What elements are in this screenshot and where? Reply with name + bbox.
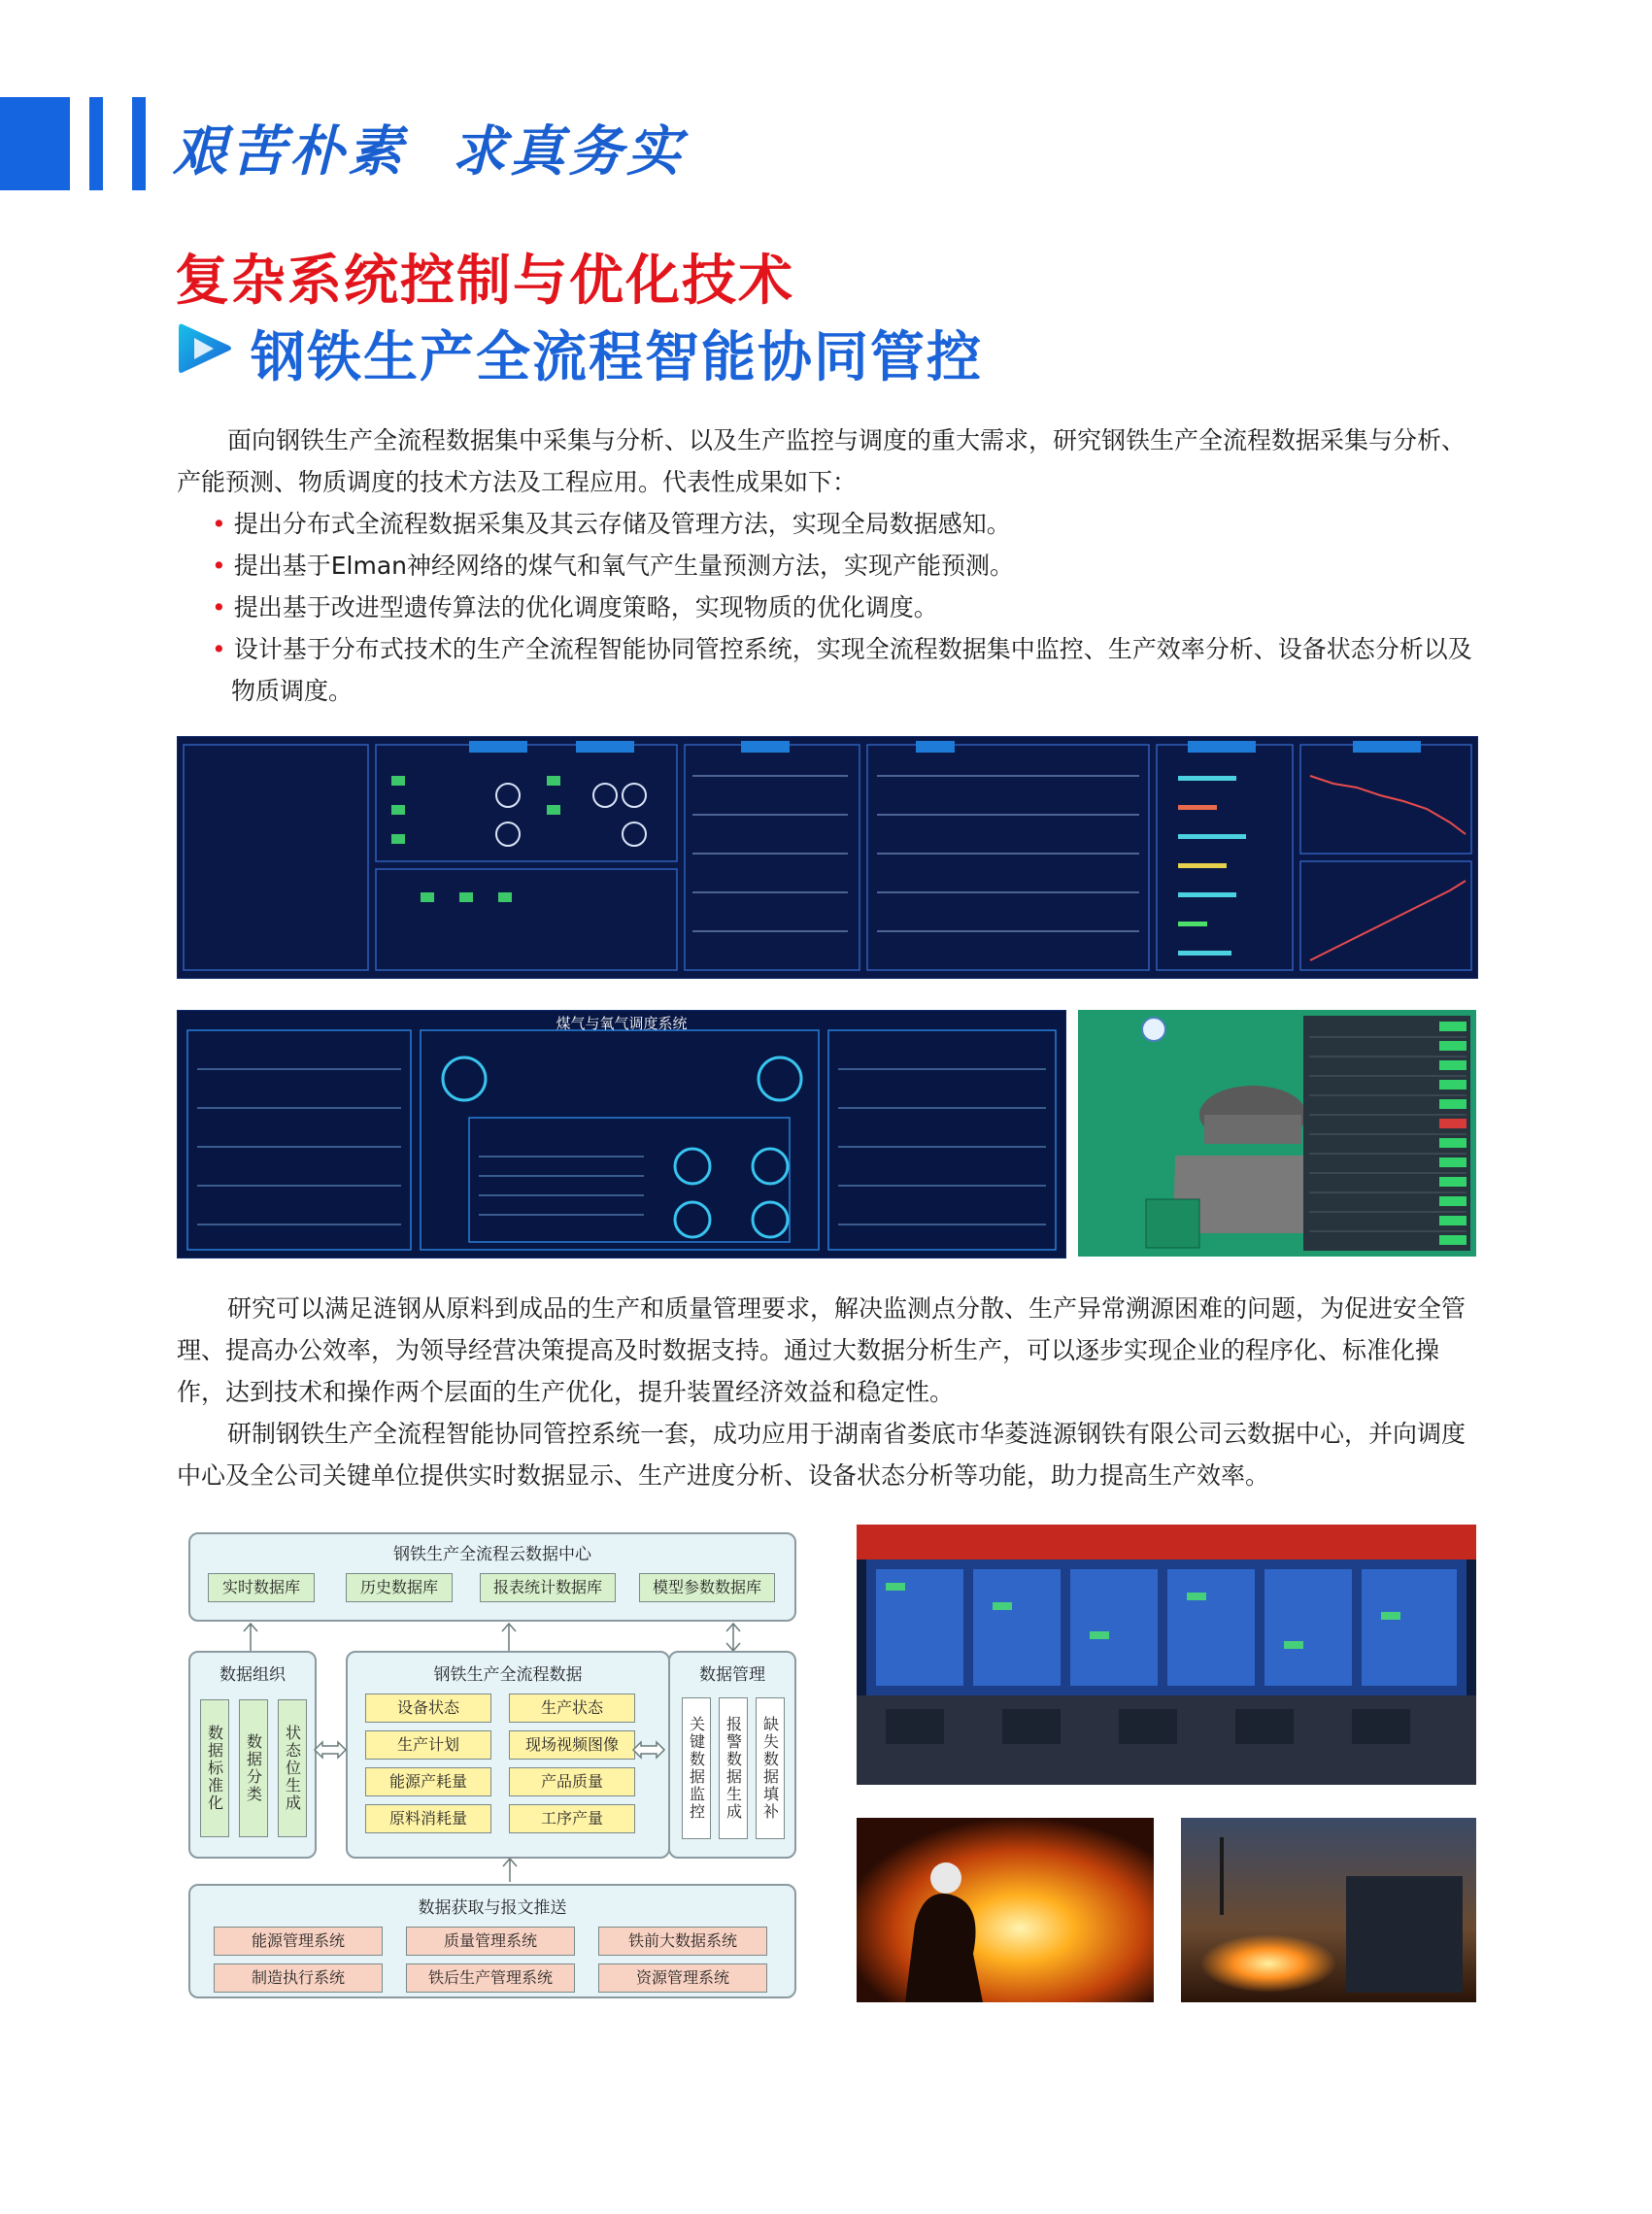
data-organization-title: 数据组织 bbox=[219, 1665, 286, 1685]
source-system-item: 资源管理系统 bbox=[598, 1963, 767, 1993]
control-room-photo bbox=[857, 1525, 1476, 1785]
section-subtitle: 钢铁生产全流程智能协同管控 bbox=[251, 326, 983, 389]
source-system-item: 铁后生产管理系统 bbox=[406, 1963, 575, 1993]
data-management-title: 数据管理 bbox=[699, 1665, 765, 1685]
up-arrow-icon bbox=[495, 1855, 524, 1884]
core-item: 生产计划 bbox=[365, 1730, 491, 1760]
data-management-box bbox=[668, 1651, 796, 1859]
dispatch-graphic bbox=[178, 1011, 1065, 1258]
achievement-list bbox=[177, 503, 1476, 712]
header-accent-bar bbox=[132, 97, 146, 190]
double-arrow-icon bbox=[311, 1738, 350, 1761]
furnace-status-screenshot bbox=[1078, 1010, 1476, 1257]
org-item: 状态位生成 bbox=[278, 1699, 307, 1837]
source-system-item: 质量管理系统 bbox=[406, 1927, 575, 1956]
furnace-workshop-graphic bbox=[1181, 1818, 1476, 2002]
list-item: • 提出基于改进型遗传算法的优化调度策略，实现物质的优化调度。 bbox=[212, 593, 938, 621]
list-item: • 提出分布式全流程数据采集及其云存储及管理方法，实现全局数据感知。 bbox=[212, 510, 1011, 538]
steel-worker-photo bbox=[857, 1818, 1154, 2002]
core-item: 产品质量 bbox=[509, 1767, 635, 1796]
list-item: • 设计基于分布式技术的生产全流程智能协同管控系统，实现全流程数据集中监控、生产效率分析、设备状态分析以及物质调度。 bbox=[212, 635, 1472, 705]
steel-worker-graphic bbox=[857, 1818, 1154, 2002]
dashboard-graphic bbox=[178, 737, 1477, 978]
database-item: 模型参数数据库 bbox=[639, 1573, 775, 1602]
body-paragraphs: 研究可以满足涟钢从原料到成品的生产和质量管理要求，解决监测点分散、生产异常溯源困难的问题，为促进安全管理、提高办公效率，为领导经营决策提高及时数据支持。通过大数据分析生产，可以逐步实现企业的程序化、标准化操作，达到技术和操作两个层面的生产优化，提升装置经济效益和稳定性。 研制钢铁生产全流程智能协同管控系统一套，成功应用于湖南省娄底市华菱涟源钢铁有限公司云数据中心，并向调度中心及全公司关键单位提供实时数据显示、生产进度分析、设备状态分析等功能，助力提高生产效率。 bbox=[177, 1294, 1467, 1490]
gas-oxygen-dispatch-screenshot bbox=[177, 1010, 1066, 1258]
data-acquisition-title: 数据获取与报文推送 bbox=[418, 1898, 567, 1918]
cloud-datacenter-box bbox=[188, 1532, 796, 1622]
header-accent-bar bbox=[89, 97, 103, 190]
database-item: 报表统计数据库 bbox=[480, 1573, 616, 1602]
mgmt-item: 缺失数据填补 bbox=[756, 1697, 785, 1839]
cloud-datacenter-title: 钢铁生产全流程云数据中心 bbox=[393, 1545, 591, 1564]
mgmt-item: 报警数据生成 bbox=[719, 1697, 748, 1839]
source-system-item: 铁前大数据系统 bbox=[598, 1927, 767, 1956]
core-data-box bbox=[346, 1651, 670, 1859]
source-system-item: 能源管理系统 bbox=[214, 1927, 383, 1956]
database-item: 历史数据库 bbox=[346, 1573, 453, 1602]
core-item: 原料消耗量 bbox=[365, 1804, 491, 1833]
core-item: 设备状态 bbox=[365, 1694, 491, 1723]
org-item: 数据标准化 bbox=[200, 1699, 229, 1837]
play-icon bbox=[175, 319, 235, 379]
double-arrow-icon bbox=[629, 1738, 668, 1761]
core-item: 工序产量 bbox=[509, 1804, 635, 1833]
list-item: • 提出基于Elman神经网络的煤气和氧气产生量预测方法，实现产能预测。 bbox=[212, 552, 1015, 580]
header-motto: 艰苦朴素 求真务实 bbox=[173, 119, 685, 184]
core-item: 能源产耗量 bbox=[365, 1767, 491, 1796]
furnace-workshop-photo bbox=[1181, 1818, 1476, 2002]
intro-paragraph: 面向钢铁生产全流程数据集中采集与分析、以及生产监控与调度的重大需求，研究钢铁生产全流程数据采集与分析、产能预测、物质调度的技术方法及工程应用。代表性成果如下： bbox=[177, 426, 1467, 496]
source-system-item: 制造执行系统 bbox=[214, 1963, 383, 1993]
database-item: 实时数据库 bbox=[208, 1573, 315, 1602]
control-room-graphic bbox=[857, 1525, 1476, 1785]
connector-arrows bbox=[185, 1618, 798, 1653]
core-item: 现场视频图像 bbox=[509, 1730, 635, 1760]
furnace-graphic bbox=[1078, 1010, 1476, 1257]
header-accent-block bbox=[0, 97, 70, 190]
data-acquisition-box bbox=[188, 1884, 796, 1998]
core-item: 生产状态 bbox=[509, 1694, 635, 1723]
org-item: 数据分类 bbox=[239, 1699, 268, 1837]
dispatch-system-title: 煤气与氧气调度系统 bbox=[556, 1015, 688, 1032]
data-organization-box bbox=[188, 1651, 317, 1859]
monitoring-dashboard-screenshot bbox=[177, 736, 1478, 979]
mgmt-item: 关键数据监控 bbox=[682, 1697, 711, 1839]
section-title: 复杂系统控制与优化技术 bbox=[175, 250, 794, 313]
core-data-title: 钢铁生产全流程数据 bbox=[433, 1665, 583, 1685]
system-architecture-diagram bbox=[185, 1532, 798, 1998]
